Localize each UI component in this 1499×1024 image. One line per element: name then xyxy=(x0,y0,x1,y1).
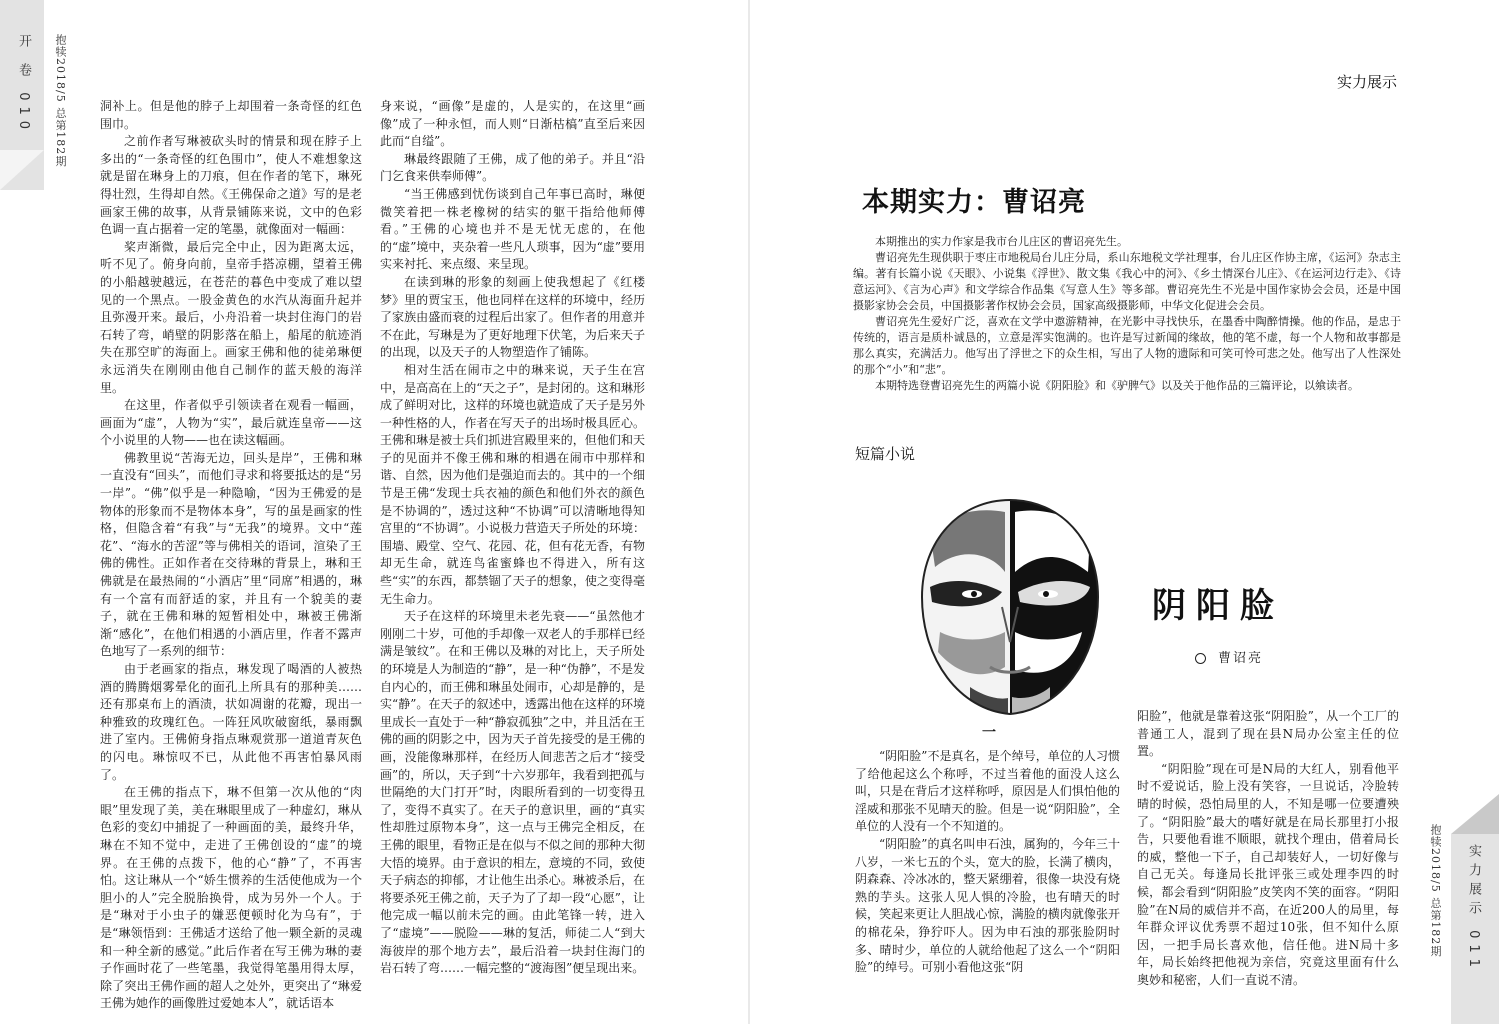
paragraph: 身来说，“画像”是虚的，人是实的，在这里“画像”成了一种永恒，而人则“日渐枯槁”直至后来因此而“自缢”。 xyxy=(380,99,645,149)
paragraph: 在王佛的指点下，琳不但第一次从他的“肉眼”里发现了美，美在琳眼里成了一种虚幻，琳从色彩的变幻中捕捉了一种画面的美，最终升华，琳在不知不觉中，走进了王佛创设的“虚”的境界。在王佛的点拨下，他的心“静”了，不再害怕。这让琳从一个“娇生惯养的生活使他成为一个胆小的人”完全脱胎换骨，成为另外一个人。于是“琳对于小虫子的嫌恶便顿时化为乌有”，于是“琳领悟到：王佛适才送给了他一颗全新的灵魂和一种全新的感觉。”此后作者在写王佛为琳的妻子作画时花了一些笔墨，我觉得笔墨用得太厚，除了突出王佛作画的超人之处外，更突出了“琳爱王佛为她作的画像胜过爱她本人”，就话语本 xyxy=(100,785,362,1011)
paragraph: 洞补上。但是他的脖子上却围着一条奇怪的红色围巾。 xyxy=(100,99,362,131)
left-column-1 xyxy=(100,98,362,1013)
feature-title: 本期实力：曹诏亮 xyxy=(862,187,1086,218)
paragraph: “阴阳脸”现在可是N局的大红人，别看他平时不爱说话，脸上没有笑容，一旦说话，冷脸转晴的时候，恐怕局里的人，不知是哪一位要遭殃了。“阴阳脸”最大的嗜好就是在局长那里打小报告，只要他看谁不顺眼，就找个理由，借着局长的威，整他一下子，自己却装好人，一切好像与自己无关。每逢局长批评张三或处理李四的时候，都会看到“阴阳脸”皮笑肉不笑的面容。“阴阳脸”在N局的威信并不高，在近200人的局里，每年群众评议优秀票不超过10张，但不知什么原因，一把手局长喜欢他，信任他。进N局十多年，局长始终把他视为亲信，究竟这里面有什么奥妙和秘密，人们一直说不清。 xyxy=(1137,761,1399,987)
subsection-label: 短篇小说 xyxy=(855,445,916,463)
left-corner-fold xyxy=(0,150,44,190)
story-author-name: 曹诏亮 xyxy=(1218,651,1264,666)
intro-paragraph: 本期特选登曹诏亮先生的两篇小说《阴阳脸》和《驴脾气》以及关于他作品的三篇评论，以飨读者。 xyxy=(875,379,1359,392)
paragraph: 琳最终跟随了王佛，成了他的弟子。并且“沿门乞食来供奉师傅”。 xyxy=(380,151,645,184)
right-column-2 xyxy=(1137,708,1399,990)
right-column-1 xyxy=(855,748,1120,977)
left-running-head: 抱犊2018/5 总第182期 xyxy=(54,34,67,168)
paragraph: 天子在这样的环境里未老先衰——“虽然他才刚刚二十岁，可他的手却像一双老人的手那样已经满是皱纹”。在和王佛以及琳的对比上，天子所处的环境是人为制造的“静”，是一种“伪静”，不是发自内心的，而王佛和琳虽处闹市，心却是静的，是实“静”。在天子的叙述中，透露出他在这样的环境里成长一直处于一种“静寂孤独”之中，并且活在王佛的画的阴影之中，因为天子首先接受的是王佛的画，没能像琳那样，在经历人间悲苦之后才“接受画”的，所以，天子到“十六岁那年，我看到把孤与世隔绝的大门打开”时，肉眼所看到的一切变得丑了，变得不真实了。在天子的意识里，画的“真实性却胜过原物本身”，这一点与王佛完全相反，在王佛的眼里，看物正是在似与不似之间的那种大彻大悟的境界。由于意识的相左，意境的不同，致使天子病态的抑郁，才让他生出杀心。琳被杀后，在将要杀死王佛之前，天子为了了却一段“心愿”，让他完成一幅以前未完的画。由此笔锋一转，进入了“虚境”——脱险——琳的复活，师徒二人“到大海彼岸的那个地方去”，最后沿着一块封住海门的岩石转了弯……一幅完整的“渡海图”便呈现出来。 xyxy=(380,609,645,976)
paragraph: “阴阳脸”不是真名，是个绰号，单位的人习惯了给他起这么个称呼，不过当着他的面没人这么叫，只是在背后才这样称呼，原因是人们惧怕他的淫威和那张不见晴天的脸。但是一说“阴阳脸”，全单位的人没有一个不知道的。 xyxy=(855,749,1120,834)
left-column-2 xyxy=(380,98,645,978)
section-label: 实力展示 xyxy=(1337,73,1398,91)
right-corner-fold xyxy=(1451,794,1499,834)
yin-yang-face-image xyxy=(910,492,1110,717)
author-bullet-icon xyxy=(1195,653,1206,664)
paragraph: 在这里，作者似乎引领读者在观看一幅画，画面为“虚”，人物为“实”，最后就连皇帝——这个小说里的人物——也在读这幅画。 xyxy=(100,398,362,448)
paragraph: 由于老画家的指点，琳发现了喝酒的人被热酒的腾腾烟雾晕化的面孔上所具有的那种美……还有那桌布上的酒渍，状如凋谢的花瓣，现出一种雅致的玫瑰红色。一阵狂风吹破窗纸，暴雨飘进了室内。王佛俯身指点琳观赏那一道道青灰色的闪电。琳惊叹不已，从此他不再害怕暴风雨了。 xyxy=(100,662,362,782)
paragraph: 阳脸”，他就是靠着这张“阴阳脸”，从一个工厂的普通工人，混到了现在县N局办公室主任的位置。 xyxy=(1137,709,1399,759)
opera-mask-illustration xyxy=(910,492,1110,717)
left-tab-label: 开 卷 010 xyxy=(16,34,31,136)
paragraph: 在读到琳的形象的刻画上使我想起了《红楼梦》里的贾宝玉，他也同样在这样的环境中，经历了家族由盛而衰的过程后出家了。但作者的用意并不在此，写琳是为了更好地理下伏笔，为后来天子的出现，以及天子的人物塑造作了铺陈。 xyxy=(380,274,645,360)
intro-paragraph: 曹诏亮先生现供职于枣庄市地税局台儿庄分局，系山东地税文学社理事，台儿庄区作协主席，《运河》杂志主编。著有长篇小说《天眼》、小说集《浮世》、散文集《我心中的河》、《乡土情深台儿庄》、《在运河边行走》、《诗意运河》、《言为心声》和文学综合作品集《写意人生》等多部。曹诏亮先生不光是中国作家协会会员，还是中国摄影家协会会员，中国摄影著作权协会会员，国家高级摄影师，中华文化促进会会员。 xyxy=(853,251,1401,312)
right-running-head: 抱犊2018/5 总第182期 xyxy=(1429,824,1442,958)
paragraph: 之前作者写琳被砍头时的情景和现在脖子上多出的“一条奇怪的红色围巾”，使人不难想象这就是留在琳身上的刀痕，但在作者的笔下，琳死得壮烈，生得却自然。《王佛保命之道》写的是老画家王佛的故事，从背景铺陈来说，文中的色彩色调一直占据着一定的笔墨，就像面对一幅画： xyxy=(100,134,362,237)
story-author xyxy=(1195,647,1263,666)
right-tab-label: 实力展示 011 xyxy=(1466,844,1481,973)
paragraph: 桨声渐微，最后完全中止，因为距离太远，听不见了。俯身向前，皇帝手搭凉棚，望着王佛的小船越驶越远，在苍茫的暮色中变成了难以望见的一个黑点。一股金黄色的水汽从海面升起并且弥漫开来。最后，小舟沿着一块封住海门的岩石转了弯，峭壁的阴影落在船上，船尾的航迹消失在那空旷的海面上。画家王佛和他的徒弟琳便永远消失在刚刚由他自己制作的蓝天般的海洋里。 xyxy=(100,239,362,395)
author-introduction xyxy=(853,234,1401,394)
paragraph: 相对生活在闹市之中的琳来说，天子生在宫中，是高高在上的“天之子”，是封闭的。这和琳形成了鲜明对比，这样的环境也就造成了天子是另外一种性格的人，作者在写天子的出场时极具匠心。王佛和琳是被士兵们抓进宫殿里来的，但他们和天子的见面并不像王佛和琳的相遇在闹市中那样和谐、自然，因为他们是强迫而去的。其中的一个细节是王佛“发现士兵衣袖的颜色和他们外衣的颜色是不协调的”，透过这种“不协调”可以清晰地得知宫里的“不协调”。小说极力营造天子所处的环境：围墙、殿堂、空气、花园、花，但有花无香，有物却无生命，就连鸟雀蜜蜂也不得进入，所有这些“实”的东西，都禁锢了天子的想象，使之变得毫无生命力。 xyxy=(380,362,645,606)
paragraph: 佛教里说“苦海无边，回头是岸”，王佛和琳一直没有“回头”，而他们寻求和将要抵达的是“另一岸”。“佛”似乎是一种隐喻，“因为王佛爱的是物体的形象而不是物体本身”，写的虽是画家的性格，但隐含着“有我”与“无我”的境界。文中“莲花”、“海水的苦涩”等与佛相关的语词，渲染了王佛的佛性。正如作者在交待琳的背景上，琳和王佛就是在最热闹的“小酒店”里“同席”相遇的，琳有一个富有而舒适的家，并且有一个貌美的妻子，就在王佛和琳的短暂相处中，琳被王佛渐渐“感化”，在他们相遇的小酒店里，作者不露声色地写了一系列的细节： xyxy=(100,450,362,659)
paragraph: “阴阳脸”的真名叫申石浊，属狗的，今年三十八岁，一米七五的个头，宽大的脸，长满了横肉，阴森森、冷冰冰的，整天紧绷着，很像一块没有烧熟的芋头。这张人见人惧的冷脸，也有晴天的时候，笑起来更让人胆战心惊，满脸的横肉就像张开的棉花朵，狰狞吓人。因为申石浊的那张脸阴时多、晴时少，单位的人就给他起了这么一个“阴阳脸”的绰号。可别小看他这张“阴 xyxy=(855,836,1120,975)
intro-paragraph: 本期推出的实力作家是我市台儿庄区的曹诏亮先生。 xyxy=(875,235,1128,248)
chapter-number: 一 xyxy=(982,725,996,741)
right-page xyxy=(750,0,1499,1024)
paragraph: “当王佛感到忧伤谈到自己年事已高时，琳便微笑着把一株老橡树的结实的躯干指给他师傅看。”王佛的心境也并不是无忧无虑的，在他的“虚”境中，夹杂着一些凡人琐事，因为“虚”要用实来衬托、来点缀、来呈现。 xyxy=(380,186,645,272)
intro-paragraph: 曹诏亮先生爱好广泛，喜欢在文学中遨游精神，在光影中寻找快乐，在墨香中陶醉情操。他的作品，是忠于传统的，语言是质朴诚恳的，立意是浑实饱满的。也许是写过新闻的缘故，他的笔不虚，每一个人物和故事都是那么真实，充满活力。他写出了浮世之下的众生相，写出了人物的遗际和可笑可怜可悲之处。他写出了人性深处的那个“小”和“悲”。 xyxy=(853,315,1401,376)
story-title: 阴阳脸 xyxy=(1152,586,1284,626)
left-page xyxy=(0,0,749,1024)
